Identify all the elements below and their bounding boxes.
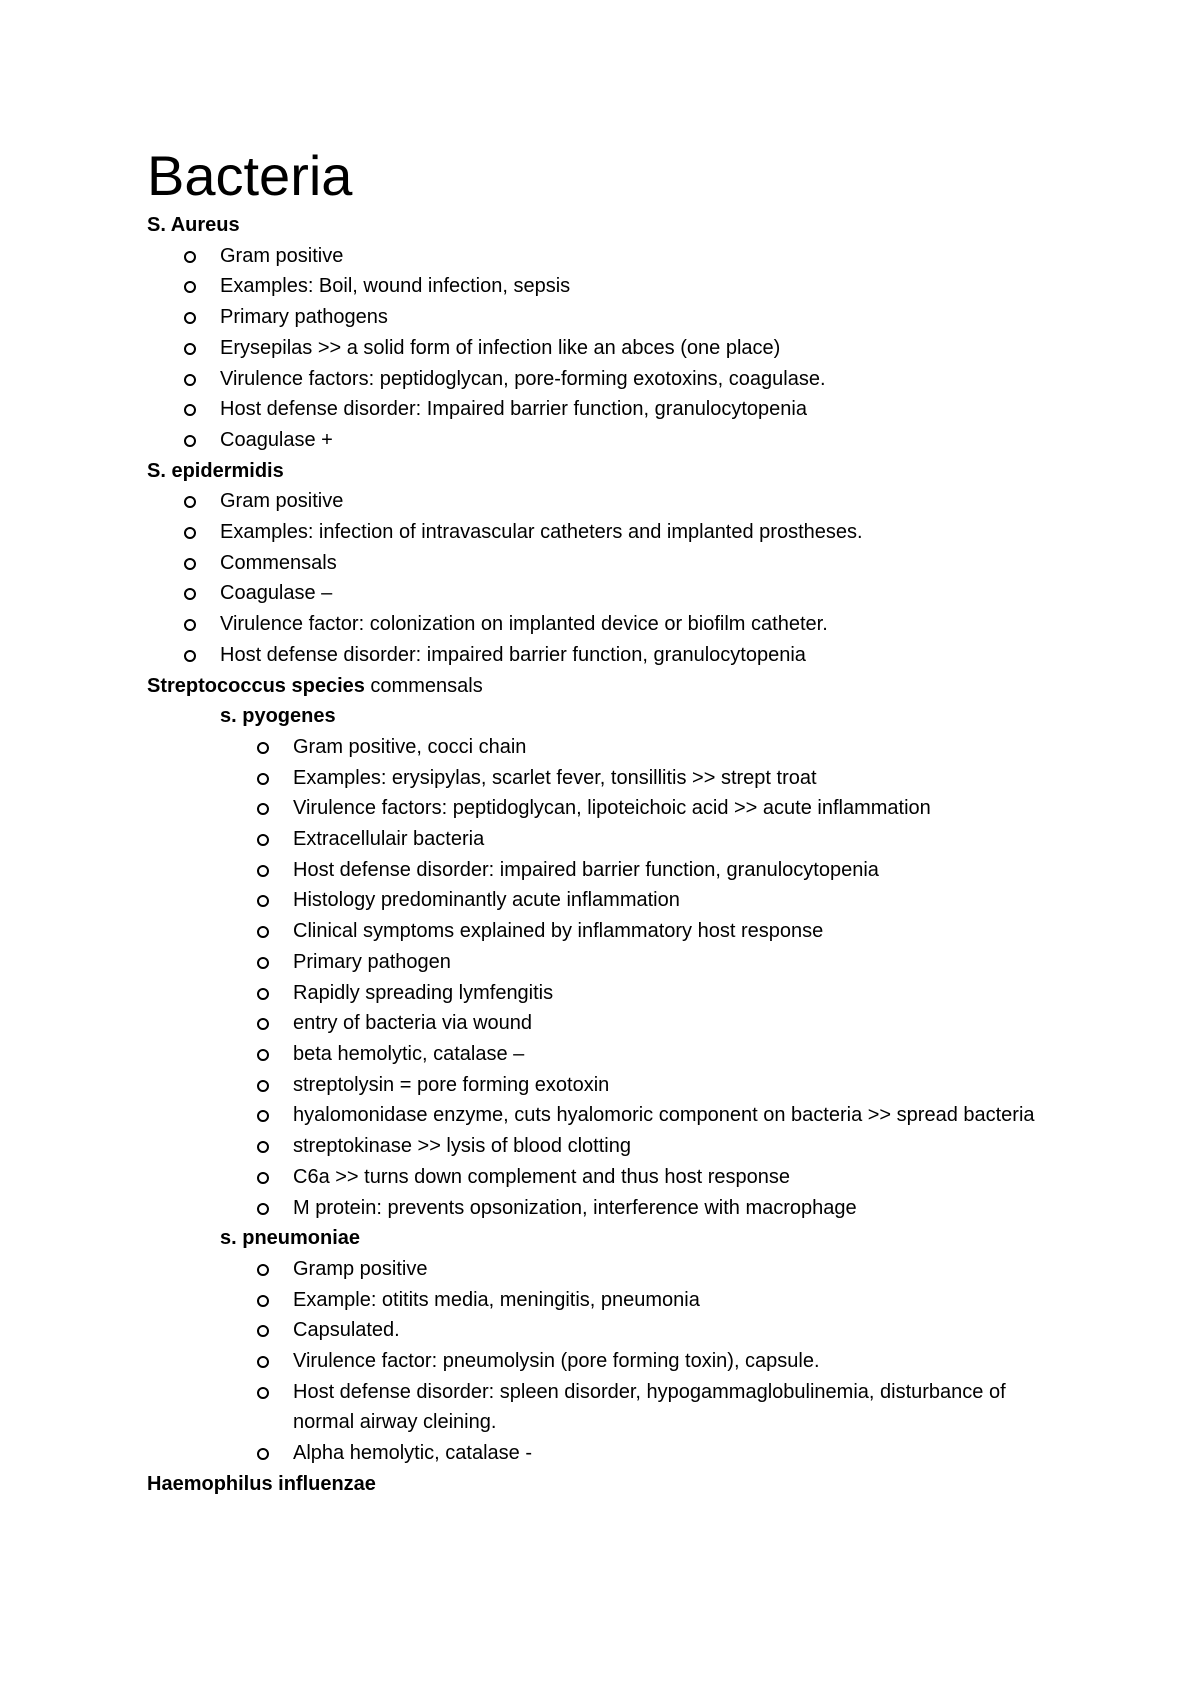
circle-bullet-icon: [257, 988, 269, 1000]
circle-bullet-icon: [257, 1295, 269, 1307]
circle-bullet-icon: [257, 1325, 269, 1337]
circle-bullet-icon: [257, 1018, 269, 1030]
circle-bullet-icon: [184, 251, 196, 263]
list-item: M protein: prevents opsonization, interference with macrophage: [147, 1193, 1047, 1224]
circle-bullet-icon: [257, 803, 269, 815]
s-pneumoniae-list: [147, 1254, 1047, 1469]
circle-bullet-icon: [184, 650, 196, 662]
circle-bullet-icon: [257, 1080, 269, 1092]
document-content: [147, 142, 1047, 1500]
subheading-s-pneumoniae: s. pneumoniae: [220, 1227, 361, 1250]
list-item: Alpha hemolytic, catalase -: [147, 1438, 1047, 1469]
list-item: Gram positive: [147, 486, 1047, 517]
list-item: Gramp positive: [147, 1254, 1047, 1285]
list-item: Erysepilas >> a solid form of infection like an abces (one place): [147, 333, 1047, 364]
circle-bullet-icon: [257, 957, 269, 969]
list-item: C6a >> turns down complement and thus host response: [147, 1162, 1047, 1193]
list-item: Coagulase +: [147, 425, 1047, 456]
circle-bullet-icon: [257, 834, 269, 846]
circle-bullet-icon: [257, 865, 269, 877]
circle-bullet-icon: [257, 1356, 269, 1368]
list-item: Host defense disorder: Impaired barrier function, granulocytopenia: [147, 394, 1047, 425]
list-item: Primary pathogen: [147, 947, 1047, 978]
list-item: Example: otitits media, meningitis, pneumonia: [147, 1285, 1047, 1316]
circle-bullet-icon: [257, 1264, 269, 1276]
section-heading-s-aureus: S. Aureus: [147, 214, 240, 236]
list-item: beta hemolytic, catalase –: [147, 1039, 1047, 1070]
circle-bullet-icon: [257, 773, 269, 785]
list-item: Virulence factors: peptidoglycan, pore-forming exotoxins, coagulase.: [147, 364, 1047, 395]
list-item: streptolysin = pore forming exotoxin: [147, 1070, 1047, 1101]
circle-bullet-icon: [184, 374, 196, 386]
circle-bullet-icon: [184, 281, 196, 293]
circle-bullet-icon: [257, 1141, 269, 1153]
circle-bullet-icon: [184, 496, 196, 508]
circle-bullet-icon: [257, 1049, 269, 1061]
circle-bullet-icon: [257, 926, 269, 938]
circle-bullet-icon: [257, 1172, 269, 1184]
list-item: Examples: Boil, wound infection, sepsis: [147, 271, 1047, 302]
list-item: Virulence factors: peptidoglycan, lipoteichoic acid >> acute inflammation: [147, 793, 1047, 824]
circle-bullet-icon: [257, 742, 269, 754]
list-item: entry of bacteria via wound: [147, 1008, 1047, 1039]
list-item: Clinical symptoms explained by inflammatory host response: [147, 916, 1047, 947]
circle-bullet-icon: [257, 1110, 269, 1122]
circle-bullet-icon: [184, 435, 196, 447]
list-item: Rapidly spreading lymfengitis: [147, 978, 1047, 1009]
section-heading-streptococcus: Streptococcus species commensals: [147, 674, 483, 697]
section-heading-s-epidermidis: S. epidermidis: [147, 459, 284, 482]
s-pyogenes-list: [147, 732, 1047, 1223]
list-item: Gram positive: [147, 241, 1047, 272]
circle-bullet-icon: [184, 558, 196, 570]
page-title: Bacteria: [147, 144, 353, 207]
list-item: Virulence factor: colonization on implanted device or biofilm catheter.: [147, 609, 1047, 640]
circle-bullet-icon: [184, 312, 196, 324]
circle-bullet-icon: [184, 619, 196, 631]
list-item: Examples: infection of intravascular catheters and implanted prostheses.: [147, 517, 1047, 548]
list-item: Coagulase –: [147, 578, 1047, 609]
s-epidermidis-list: [147, 486, 1047, 670]
circle-bullet-icon: [257, 1203, 269, 1215]
circle-bullet-icon: [184, 404, 196, 416]
list-item: Gram positive, cocci chain: [147, 732, 1047, 763]
circle-bullet-icon: [184, 588, 196, 600]
circle-bullet-icon: [257, 895, 269, 907]
list-item: Virulence factor: pneumolysin (pore forming toxin), capsule.: [147, 1346, 1047, 1377]
list-item: Host defense disorder: impaired barrier function, granulocytopenia: [147, 640, 1047, 671]
list-item: Host defense disorder: spleen disorder, hypogammaglobulinemia, disturbance of normal airway cleining.: [147, 1377, 1047, 1438]
list-item: streptokinase >> lysis of blood clotting: [147, 1131, 1047, 1162]
list-item: Histology predominantly acute inflammation: [147, 885, 1047, 916]
list-item: Commensals: [147, 548, 1047, 579]
circle-bullet-icon: [257, 1387, 269, 1399]
list-item: Host defense disorder: impaired barrier function, granulocytopenia: [147, 855, 1047, 886]
section-heading-haemophilus: Haemophilus influenzae: [147, 1472, 376, 1495]
list-item: Primary pathogens: [147, 302, 1047, 333]
list-item: hyalomonidase enzyme, cuts hyalomoric component on bacteria >> spread bacteria: [147, 1100, 1047, 1131]
list-item: Capsulated.: [147, 1315, 1047, 1346]
circle-bullet-icon: [184, 343, 196, 355]
s-aureus-list: [147, 241, 1047, 456]
list-item: Extracellulair bacteria: [147, 824, 1047, 855]
circle-bullet-icon: [184, 527, 196, 539]
subheading-s-pyogenes: s. pyogenes: [220, 705, 336, 728]
circle-bullet-icon: [257, 1448, 269, 1460]
list-item: Examples: erysipylas, scarlet fever, tonsillitis >> strept troat: [147, 763, 1047, 794]
